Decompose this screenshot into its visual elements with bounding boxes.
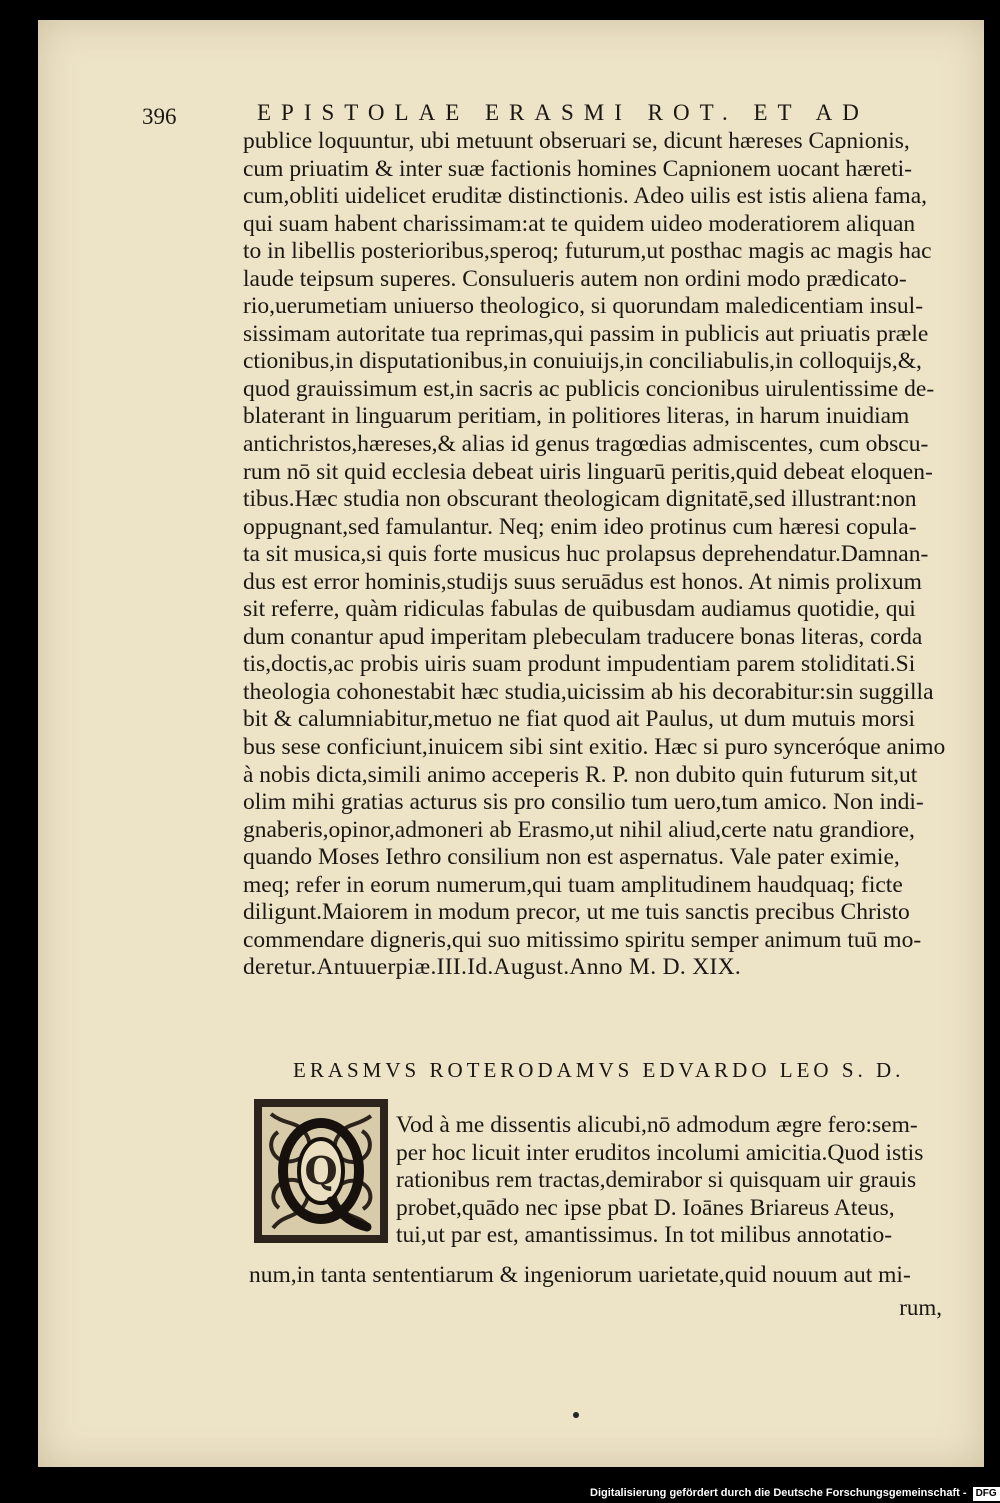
text-line: rationibus rem tractas,demirabor si quisquam uir grauis — [396, 1167, 917, 1194]
text-line: qui suam habent charissimam:at te quidem uideo moderatiorem aliquan — [243, 210, 916, 237]
letter-two-opening — [396, 1112, 956, 1250]
footer-text: Digitalisierung gefördert durch die Deutsche Forschungsgemeinschaft - — [590, 1487, 967, 1499]
dfg-logo: DFG — [973, 1487, 1000, 1501]
text-line: ctionibus,in disputationibus,in conuiuijs,in conciliabulis,in colloquijs,&, — [243, 348, 922, 375]
text-line: bus sese conficiunt,inuicem sibi sint exitio. Hæc si puro synceróque animo — [243, 734, 946, 761]
text-line: per hoc licuit inter eruditos incolumi amicitia.Quod istis — [396, 1139, 924, 1166]
text-line: Vod à me dissentis alicubi,nō admodum ægre fero:sem- — [396, 1112, 918, 1138]
text-line: cum,obliti uidelicet eruditæ distinctionis. Adeo uilis est istis aliena fama, — [243, 183, 928, 210]
text-line: num,in tanta sententiarum & ingeniorum uarietate,quid nouum aut mi- — [249, 1262, 911, 1288]
initial-letter: Q — [304, 1148, 338, 1193]
text-line: tui,ut par est, amantissimus. In tot milibus annotatio- — [396, 1222, 893, 1249]
text-line: publice loquuntur, ubi metuunt obseruari se, dicunt hæreses Capnionis, — [243, 128, 910, 154]
catchword: rum, — [899, 1295, 942, 1320]
running-head: EPISTOLAE ERASMI ROT. ET AD — [257, 100, 869, 125]
text-line: sit referre, quàm ridiculas fabulas de quibusdam audiamus quotidie, qui — [243, 596, 916, 623]
text-line: ta sit musica,si quis forte musicus huc prolapsus deprehendatur.Damnan- — [243, 541, 929, 568]
text-line: diligunt.Maiorem in modum precor, ut me tuis sanctis precibus Christo — [243, 899, 910, 926]
text-line: tibus.Hæc studia non obscurant theologicam dignitatē,sed illustrant:non — [243, 486, 917, 513]
text-line: theologia cohonestabit hæc studia,uicissim ab his decorabitur:sin suggilla — [243, 678, 934, 705]
text-line: tis,doctis,ac probis uiris suam produnt impudentiam parem stoliditati.Si — [243, 651, 916, 678]
text-line: dum conantur apud imperitam plebeculam traducere bonas literas, corda — [243, 623, 923, 650]
text-line: rum nō sit quid ecclesia debeat uiris linguarū peritis,quid debeat eloquen- — [243, 458, 933, 485]
text-line: gnaberis,opinor,admoneri ab Erasmo,ut nihil aliud,certe natu grandiore, — [243, 816, 915, 843]
page-number: 396 — [142, 104, 177, 129]
text-line: laude teipsum superes. Consulueris autem non ordini modo prædicato- — [243, 265, 907, 292]
letter-two-body — [249, 1262, 949, 1290]
text-line: to in libellis posterioribus,speroq; futurum,ut posthac magis ac magis hac — [243, 238, 932, 265]
text-line: rio,uerumetiam uniuerso theologico, si quorundam maledicentiam insul- — [243, 293, 924, 320]
text-line: à nobis dicta,simili animo acceperis R. P. non dubito quin futurum sit,ut — [243, 761, 918, 788]
digitization-footer — [590, 1483, 997, 1503]
text-line: meq; refer in eorum numerum,qui tuam amplitudinem haudquaq; ficte — [243, 871, 903, 898]
text-line: antichristos,hæreses,& alias id genus tragœdias admiscentes, cum obscu- — [243, 431, 929, 458]
letter-two-heading: ERASMVS ROTERODAMVS EDVARDO LEO S. D. — [293, 1058, 905, 1082]
printer-mark — [573, 1412, 579, 1418]
decorated-initial — [251, 1096, 391, 1246]
text-line: commendare digneris,qui suo mitissimo spiritu semper animum tuū mo- — [243, 926, 922, 953]
closing-date-line: deretur.Antuuerpiæ.III.Id.August.Anno M. D. XIX. — [243, 954, 742, 981]
text-line: probet,quādo nec ipse pbat D. Ioānes Briareus Ateus, — [396, 1194, 895, 1221]
text-line: quod grauissimum est,in sacris ac publicis concionibus uirulentissime de- — [243, 375, 935, 402]
text-line: dus est error hominis,studijs suus seruādus est honos. At nimis prolixum — [243, 568, 922, 595]
text-line: oppugnant,sed famulantur. Neq; enim ideo protinus cum hæresi copula- — [243, 513, 917, 540]
text-line: olim mihi gratias acturus sis pro consilio tum uero,tum amico. Non indi- — [243, 789, 924, 816]
text-line: cum priuatim & inter suæ factionis homines Capnionem uocant hæreti- — [243, 155, 912, 182]
letter-one-body — [243, 128, 953, 982]
text-line: sissimam autoritate tua reprimas,qui passim in publicis aut priuatis præle — [243, 320, 929, 347]
text-line: quando Moses Iethro consilium non est aspernatus. Vale pater eximie, — [243, 844, 900, 871]
text-line: blaterant in linguarum peritiam, in politiores literas, in harum inuidiam — [243, 403, 910, 430]
text-line: bit & calumniabitur,metuo ne fiat quod ait Paulus, ut dum mutuis morsi — [243, 706, 915, 733]
